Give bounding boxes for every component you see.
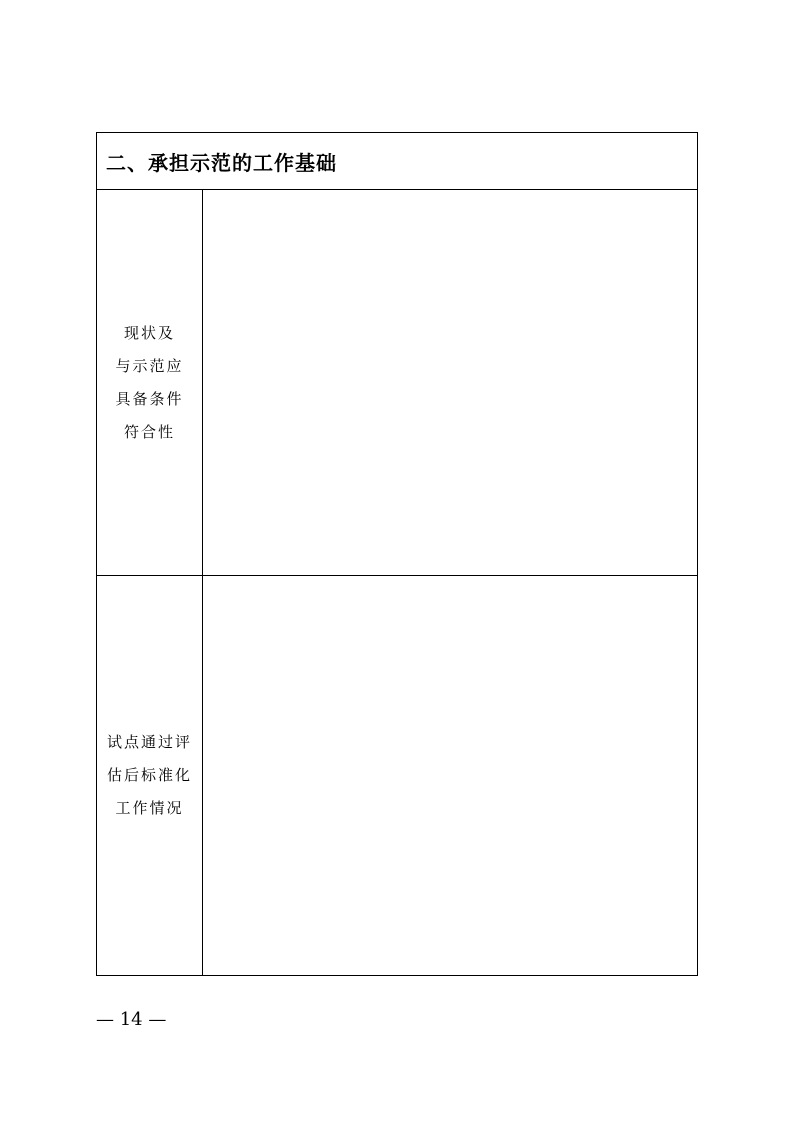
page-number: — 14 — — [96, 1009, 167, 1030]
row-label-line: 现状及 — [123, 323, 175, 342]
table-row — [97, 190, 697, 576]
row-label-cell — [97, 190, 203, 575]
form-table — [96, 132, 698, 976]
row-label-line: 估后标准化 — [106, 766, 192, 784]
row-content-cell[interactable] — [203, 576, 697, 975]
row-label-line: 具备条件 — [115, 389, 184, 408]
row-label-line: 工作情况 — [115, 799, 184, 817]
row-label-line: 与示范应 — [115, 356, 184, 375]
row-label-line: 试点通过评 — [106, 733, 192, 751]
row-label-line: 符合性 — [123, 422, 175, 441]
row-content-cell[interactable] — [203, 190, 697, 575]
row-label-cell — [97, 576, 203, 975]
section-title: 二、承担示范的工作基础 — [97, 133, 697, 190]
table-row — [97, 576, 697, 975]
